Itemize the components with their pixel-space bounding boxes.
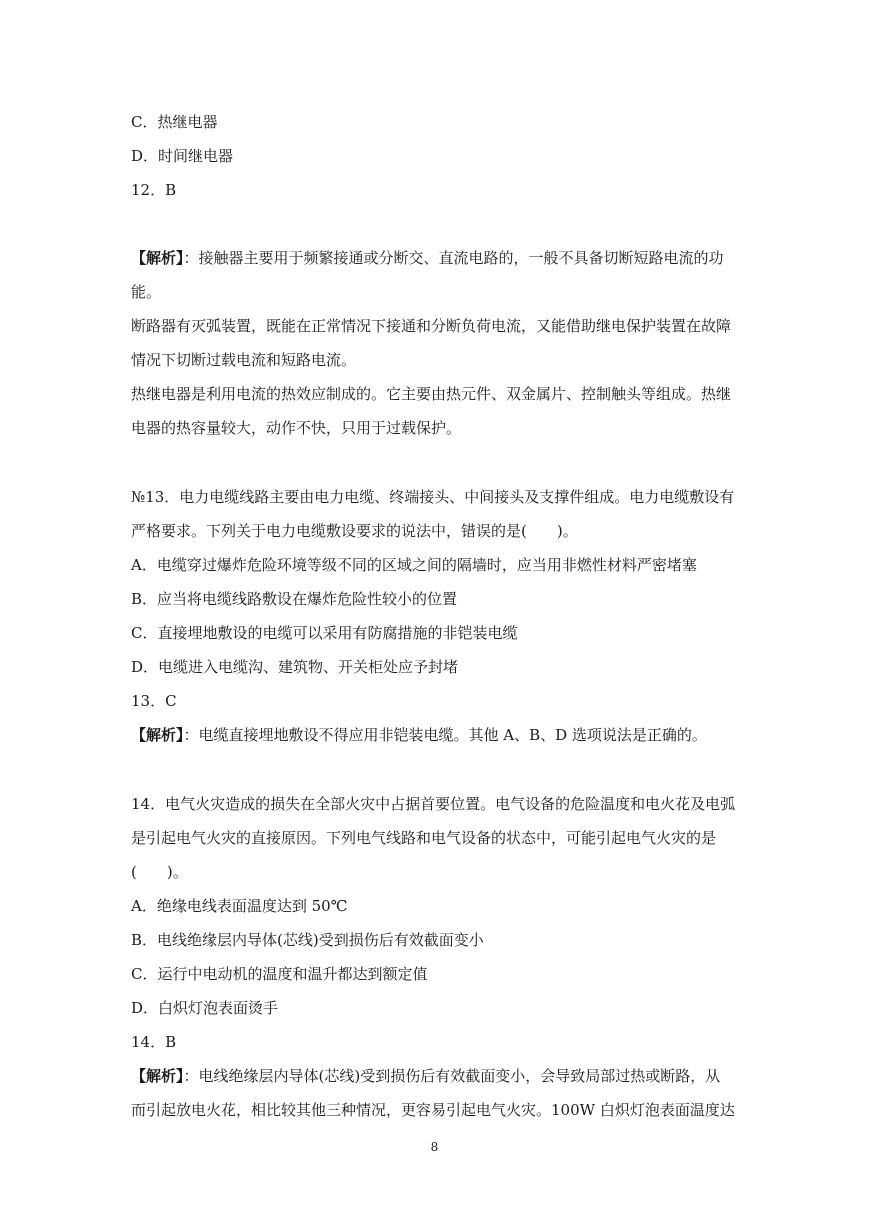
q14-analysis-line-1 xyxy=(131,1066,720,1086)
q14-analysis-line-2: 而引起放电火花，相比较其他三种情况，更容易引起电气火灾。100W 白炽灯泡表面温度达 xyxy=(131,1101,735,1119)
analysis-label: 【解析】 xyxy=(131,726,184,744)
q13-option-b: B．应当将电缆线路敷设在爆炸危险性较小的位置 xyxy=(131,590,458,608)
q13-option-d: D．电缆进入电缆沟、建筑物、开关柜处应予封堵 xyxy=(131,658,459,676)
page-number: 8 xyxy=(430,1140,439,1154)
q14-option-a: A．绝缘电线表面温度达到 50℃ xyxy=(131,897,348,915)
analysis-label: 【解析】 xyxy=(131,249,184,267)
q12-analysis-line-2: 能。 xyxy=(131,283,162,301)
q13-option-a: A．电缆穿过爆炸危险环境等级不同的区域之间的隔墙时，应当用非燃性材料严密堵塞 xyxy=(131,556,697,574)
q12-analysis-line-5: 热继电器是利用电流的热效应制成的。它主要由热元件、双金属片、控制触头等组成。热继 xyxy=(131,385,732,403)
q13-option-c: C．直接埋地敷设的电缆可以采用有防腐措施的非铠装电缆 xyxy=(131,624,518,642)
analysis-text: ：电缆直接埋地敷设不得应用非铠装电缆。其他 A、B、D 选项说法是正确的。 xyxy=(183,726,707,744)
q14-option-b: B．电线绝缘层内导体(芯线)受到损伤后有效截面变小 xyxy=(131,931,484,949)
q14-answer: 14．B xyxy=(131,1033,177,1051)
q13-answer: 13．C xyxy=(131,692,177,710)
q14-option-c: C．运行中电动机的温度和温升都达到额定值 xyxy=(131,965,428,983)
q14-stem-line-2: 是引起电气火灾的直接原因。下列电气线路和电气设备的状态中，可能引起电气火灾的是 xyxy=(131,829,717,847)
q13-stem-line-1: №13．电力电缆线路主要由电力电缆、终端接头、中间接头及支撑件组成。电力电缆敷设有 xyxy=(131,488,735,506)
q13-analysis xyxy=(131,725,707,745)
analysis-text: ：电线绝缘层内导体(芯线)受到损伤后有效截面变小，会导致局部过热或断路，从 xyxy=(183,1067,721,1085)
q12-answer: 12．B xyxy=(131,181,177,199)
q12-analysis-line-4: 情况下切断过载电流和短路电流。 xyxy=(131,351,357,369)
analysis-text: ：接触器主要用于频繁接通或分断交、直流电路的，一般不具备切断短路电流的功 xyxy=(183,249,724,267)
q12-option-d: D．时间继电器 xyxy=(131,147,234,165)
q14-stem-line-1: 14．电气火灾造成的损失在全部火灾中占据首要位置。电气设备的危险温度和电火花及电弧 xyxy=(131,795,736,813)
q14-stem-line-3: ( )。 xyxy=(131,863,188,881)
q13-stem-line-2: 严格要求。下列关于电力电缆敷设要求的说法中，错误的是( )。 xyxy=(131,522,578,540)
analysis-label: 【解析】 xyxy=(131,1067,184,1085)
q12-option-c: C．热继电器 xyxy=(131,113,218,131)
q12-analysis-line-3: 断路器有灭弧装置，既能在正常情况下接通和分断负荷电流，又能借助继电保护装置在故障 xyxy=(131,317,732,335)
q12-analysis-line-1 xyxy=(131,248,724,268)
q14-option-d: D．白炽灯泡表面烫手 xyxy=(131,999,279,1017)
q12-analysis-line-6: 电器的热容量较大，动作不快，只用于过载保护。 xyxy=(131,419,462,437)
